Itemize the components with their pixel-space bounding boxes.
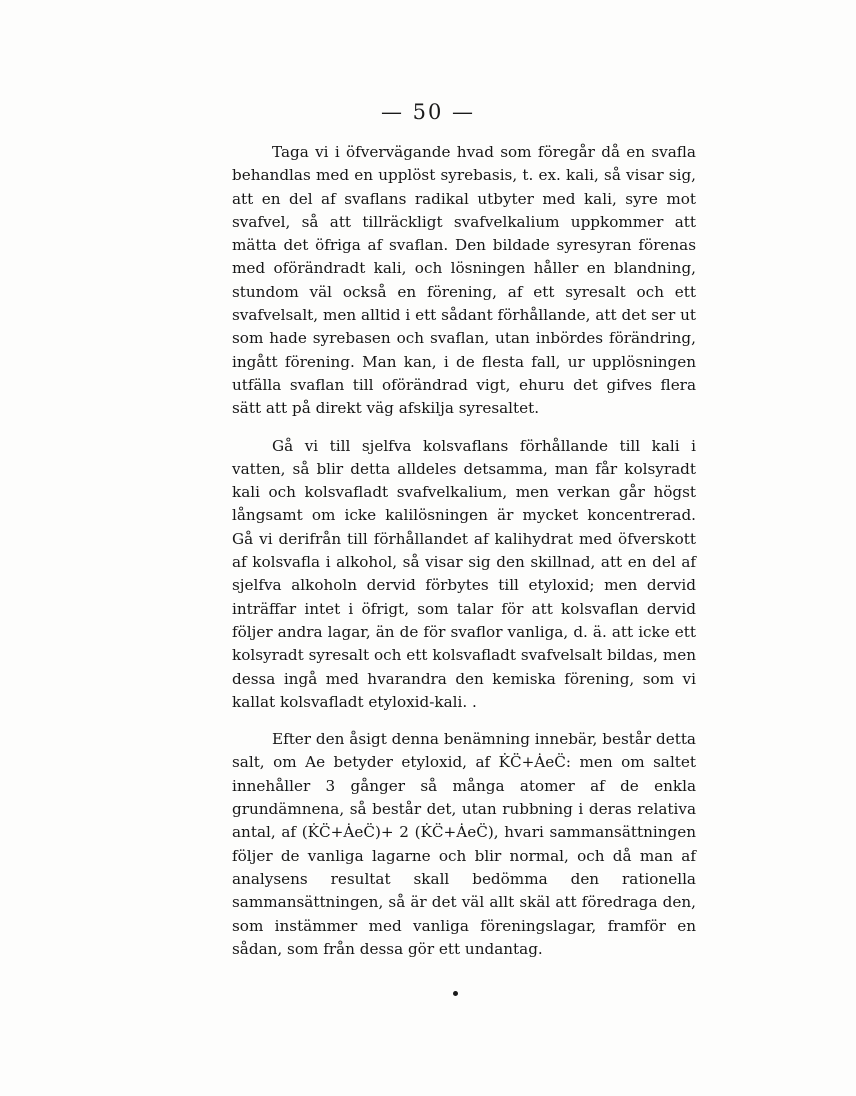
body-text — [232, 141, 696, 961]
paragraph-2: Gå vi till sjelfva kolsvaflans förhållande till kali i vatten, så blir detta alldeles detsamma, man får kolsyradt kali och kolsvafladt svafvelkalium, men verkan går högst långsamt om icke kalilösningen är mycket koncentrerad. Gå vi derifrån till förhållandet af kalihydrat med öfverskott af kolsvafla i alkohol, så visar sig den skillnad, att en del af sjelfva alkoholn dervid förbytes till etyloxid; men dervid inträffar intet i öfrigt, som talar för att kolsvaflan dervid följer andra lagar, än de för svaflor vanliga, d. ä. att icke ett kolsyradt syresalt och ett kolsvafladt svafvelsalt bildas, men dessa ingå med hvarandra den kemiska förening, som vi kallat kolsvafladt etyloxid-kali. . — [232, 436, 696, 711]
page-number: — 50 — — [380, 100, 476, 124]
page-dot-mark — [453, 991, 458, 996]
paragraph-1: Taga vi i öfvervägande hvad som föregår då en svafla behandlas med en upplöst syrebasis, t. ex. kali, så visar sig, att en del af svaflans radikal utbyter med kali, syre mot svafvel, så att tillräckligt svafvelkalium uppkommer att mätta det öfriga af svaflan. Den bildade syresyran förenas med oförändradt kali, och lösningen håller en blandning, stundom väl också en förening, af ett syresalt och ett svafvelsalt, men alltid i ett sådant förhållande, att det ser ut som hade syrebasen och svaflan, utan inbördes förändring, ingått förening. Man kan, i de flesta fall, ur upplösningen utfälla svaflan till oförändrad vigt, ehuru det gifves flera sätt att på direkt väg afskilja syresaltet. — [232, 143, 696, 418]
paragraph-3: Efter den åsigt denna benämning innebär, består detta salt, om Ae betyder etyloxid, af K̇C̈+ȦeC̈: men om saltet innehåller 3 gånger så många atomer af de enkla grundämnena, så består det, utan rubbning i deras relativa antal, af (K̇C̈+ȦeC̈)+ 2 (K̇C̈+ȦeC̈), hvari sammansättningen följer de vanliga lagarne och blir normal, och då man af analysens resultat skall bedömma den rationella sammansättningen, så är det väl allt skäl att föredraga den, som instämmer med vanliga föreningslagar, framför en sådan, som från dessa gör ett undantag. — [232, 730, 696, 958]
